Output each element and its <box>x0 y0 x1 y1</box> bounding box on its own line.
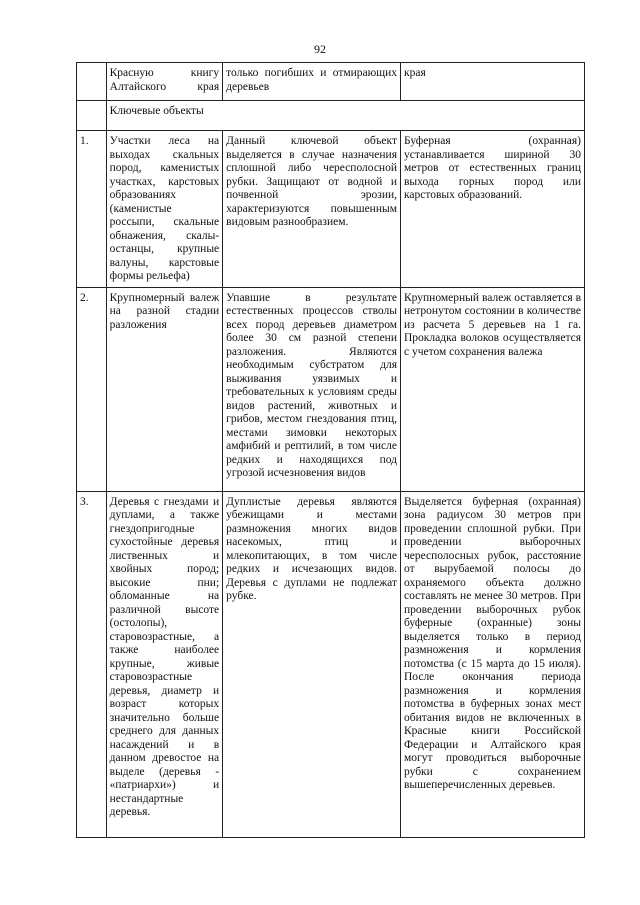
row-number-cell: 1. <box>77 131 107 288</box>
table-row <box>77 63 585 101</box>
row-number-cell: 3. <box>77 491 107 837</box>
measures-cell: Выделяется буферная (охранная) зона радиусом 30 метров при проведении сплошной рубки. При проведении выборочных чересполосных рубок, расстояние от вырубаемой полосы до охраняемого объекта должно составлять не менее 30 метров. При проведении выборочных рубок буферные (охранные) зоны выделяется только в период размножения и кормления потомства (с 15 марта до 15 июля). После окончания периода размножения и кормления потомства в буферных зонах мест обитания видов не включенных в Красные книги Российской Федерации и Алтайского края могут проводиться выборочные рубки с сохранением вышеперечисленных деревьев. <box>401 491 585 837</box>
description-cell: Упавшие в результате естественных процессов стволы всех пород деревьев диаметром более 30 см разной степени разложения. Являются необходимым субстратом для выживания уязвимых и требовательных к условиям среды видов растений, животных и грибов, местом гнездования птиц, местами зимовки некоторых амфибий и рептилий, в том числе редких и находящихся под угрозой исчезновения видов <box>223 287 401 491</box>
measures-cell: края <box>401 63 585 101</box>
object-cell: Деревья с гнездами и дуплами, а также гнездопригодные сухостойные деревья лиственных и хвойных пород; высокие пни; обломанные на различной высоте (остолопы), старовозрастные, а также наиболее крупные, живые старовозрастные деревья, диаметр и возраст которых значительно больше среднего для данных насаждений и в данном древостое на выделе (деревья - «патриархи») и нестандартные деревья. <box>106 491 223 837</box>
object-cell: Крупномерный валеж на разной стадии разложения <box>106 287 223 491</box>
table-row <box>77 491 585 837</box>
measures-cell: Буферная (охранная) устанавливается шириной 30 метров от естественных границ выхода горных пород или карстовых образований. <box>401 131 585 288</box>
table-row <box>77 131 585 288</box>
section-header-row <box>77 101 585 131</box>
section-header: Ключевые объекты <box>106 101 584 131</box>
description-cell: Данный ключевой объект выделяется в случае назначения сплошной либо чересполосной рубки. Защищают от водной и почвенной эрозии, характеризуются повышенным видовым разнообразием. <box>223 131 401 288</box>
description-cell: только погибших и отмирающих деревьев <box>223 63 401 101</box>
row-number-cell: 2. <box>77 287 107 491</box>
row-number-cell <box>77 63 107 101</box>
measures-cell: Крупномерный валеж оставляется в нетронутом состоянии в количестве из расчета 5 деревьев на 1 га. Прокладка волоков осуществляется с учетом сохранения валежа <box>401 287 585 491</box>
page-number: 92 <box>314 42 326 56</box>
key-objects-table <box>76 62 585 838</box>
table-row <box>77 287 585 491</box>
description-cell: Дуплистые деревья являются убежищами и местами размножения многих видов насекомых, птиц и млекопитающих, в том числе редких и исчезающих видов. Деревья с дуплами не подлежат рубке. <box>223 491 401 837</box>
object-cell: Красную книгу Алтайского края <box>106 63 223 101</box>
object-cell: Участки леса на выходах скальных пород, каменистых участках, карстовых образованиях (каменистые россыпи, скальные обнажения, скалы-останцы, крупные валуны, карстовые формы рельефа) <box>106 131 223 288</box>
